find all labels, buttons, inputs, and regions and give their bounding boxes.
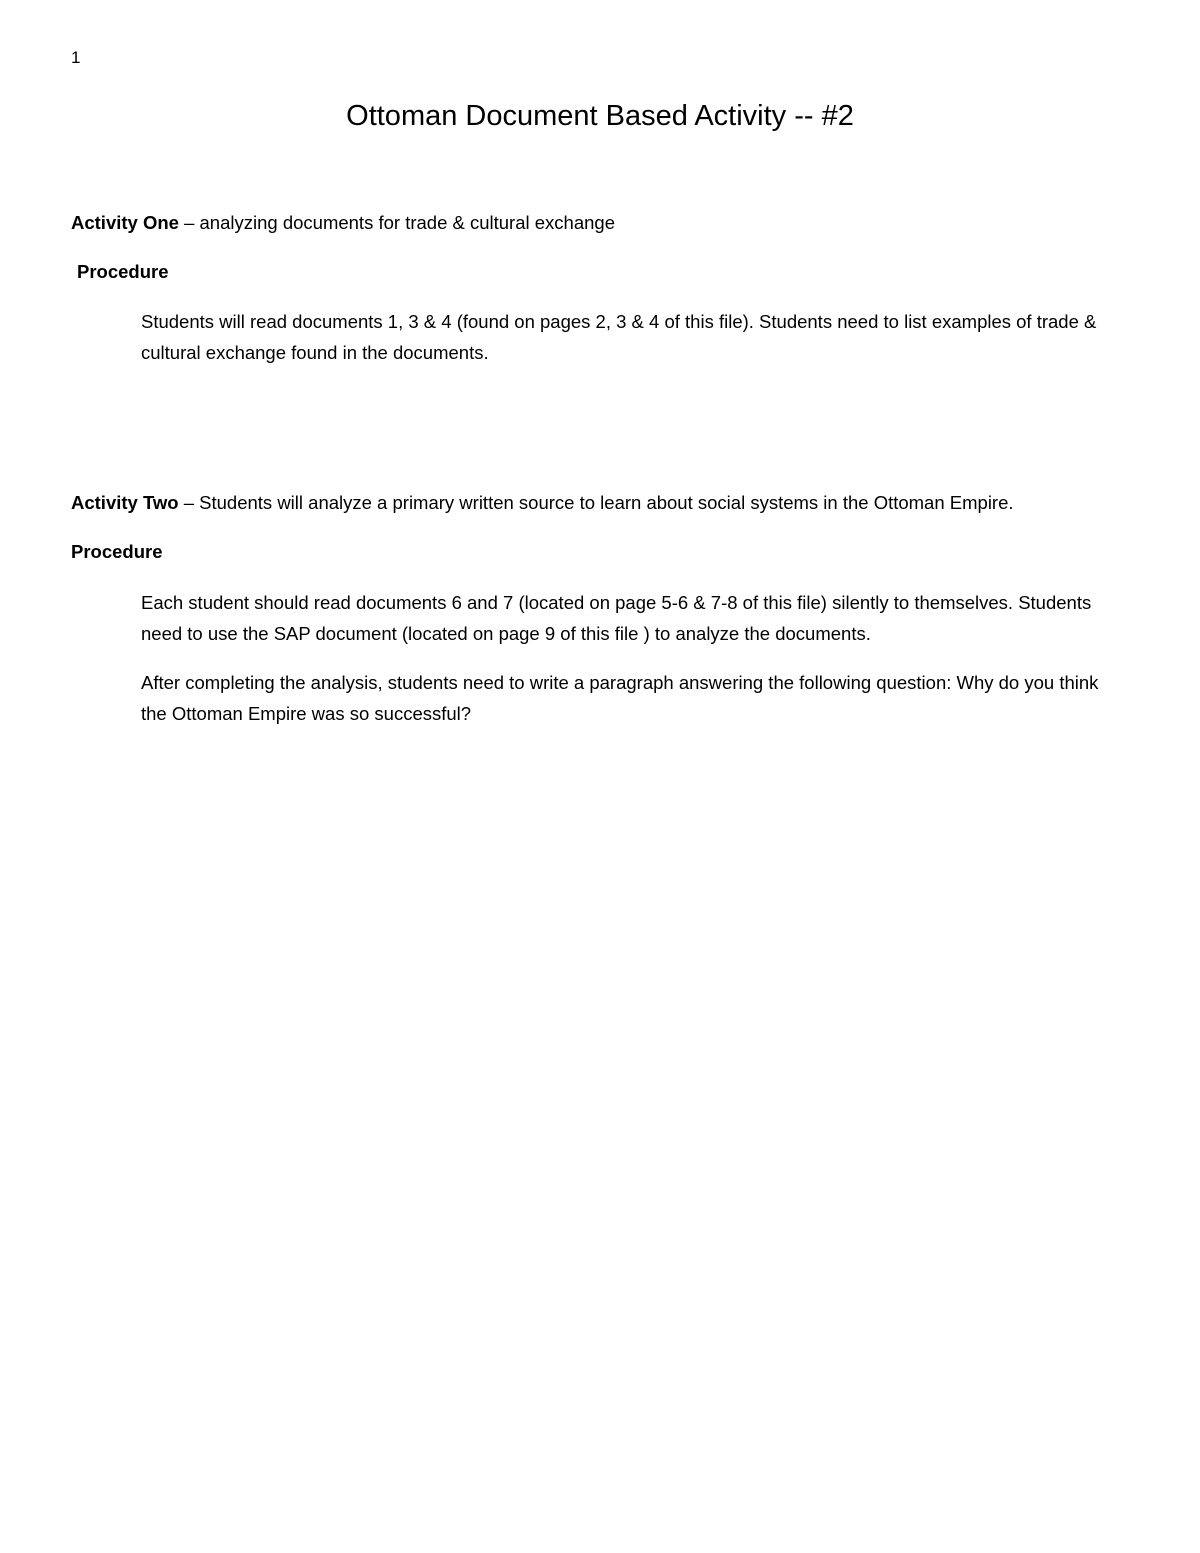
- activity-one-procedure-paragraph: Students will read documents 1, 3 & 4 (found on pages 2, 3 & 4 of this file). Students need to list examples of trade & cultural exchange found in the documents.: [141, 311, 1097, 363]
- document-title: Ottoman Document Based Activity -- #2: [346, 100, 854, 132]
- activity-one-heading: [71, 211, 615, 235]
- activity-one-description: – analyzing documents for trade & cultural exchange: [178, 212, 615, 233]
- activity-two-procedure-paragraph: Each student should read documents 6 and 7 (located on page 5-6 & 7-8 of this file) silently to themselves. Students need to use the SAP document (located on page 9 of this file ) to analyze the documents.: [141, 592, 1092, 644]
- activity-two-label: Activity Two: [71, 492, 179, 513]
- activity-two-question-paragraph: After completing the analysis, students need to write a paragraph answering the following question: Why do you think the Ottoman Empire was so successful?: [141, 672, 1099, 724]
- activity-two-procedure-label: Procedure: [71, 541, 163, 562]
- activity-one-procedure-label: Procedure: [77, 261, 169, 282]
- activity-two-heading: [71, 491, 1014, 515]
- page-number: 1: [71, 48, 81, 67]
- activity-one-label: Activity One: [71, 212, 179, 233]
- activity-two-description: – Students will analyze a primary written source to learn about social systems in the Ottoman Empire.: [178, 492, 1014, 513]
